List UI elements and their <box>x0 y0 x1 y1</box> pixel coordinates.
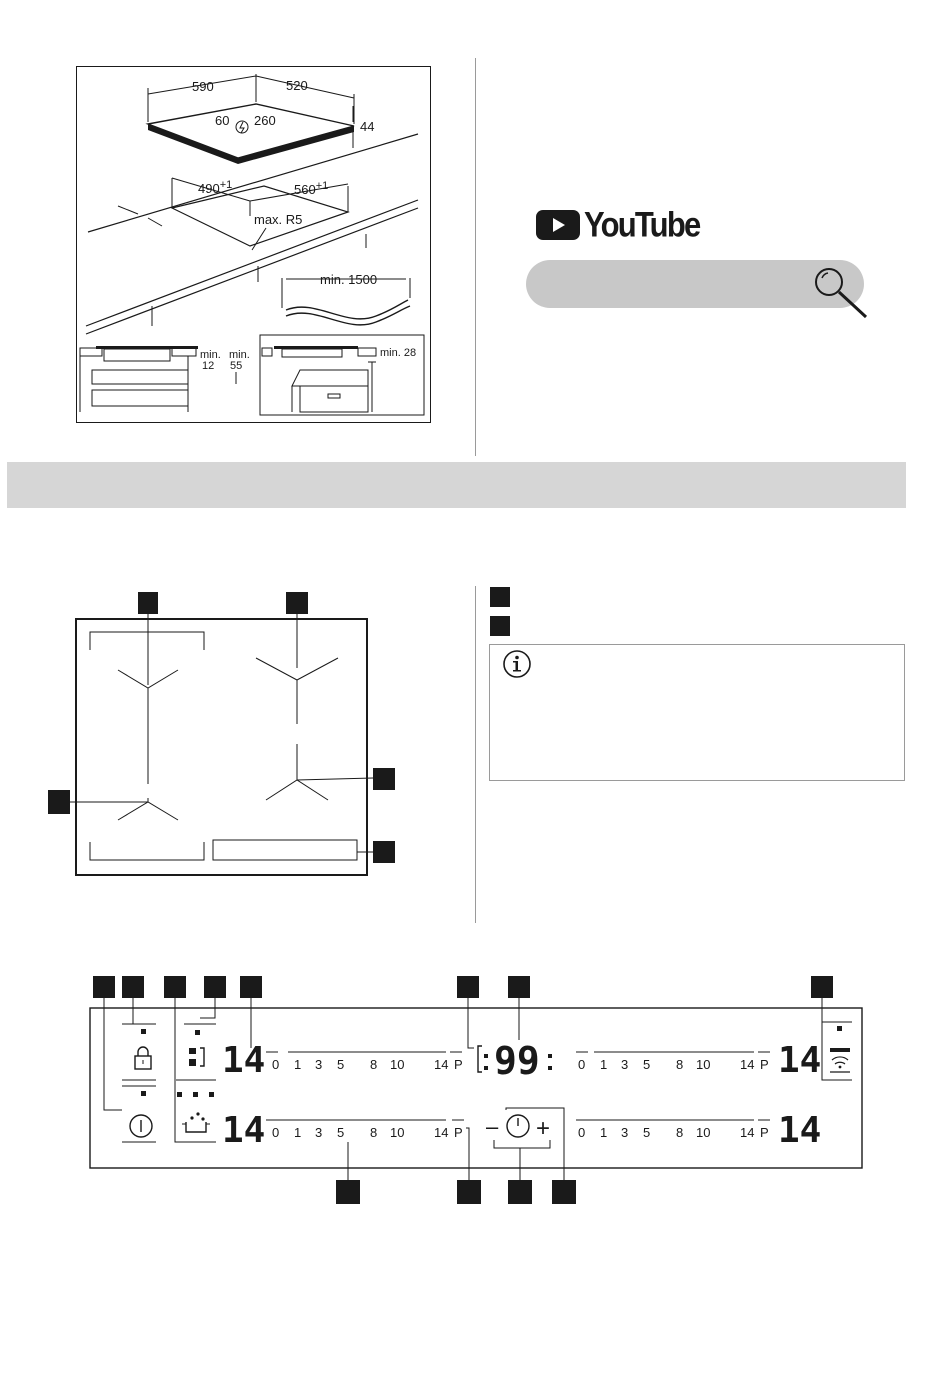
callout-marker-9 <box>336 1180 360 1204</box>
svg-text:5: 5 <box>337 1057 345 1072</box>
callout-marker-10 <box>457 1180 481 1204</box>
section-header-banner <box>7 462 906 508</box>
svg-text:8: 8 <box>676 1125 684 1140</box>
callout-marker-6 <box>457 976 479 998</box>
callout-marker-11 <box>508 1180 532 1204</box>
svg-text:10: 10 <box>696 1125 711 1140</box>
info-box <box>489 644 905 781</box>
svg-text:5: 5 <box>337 1125 345 1140</box>
corner-radius: max. R5 <box>254 212 303 227</box>
callout-marker-5 <box>240 976 262 998</box>
svg-text:0: 0 <box>578 1125 586 1140</box>
svg-text:8: 8 <box>370 1125 378 1140</box>
dim-left-zone: 60 <box>215 113 230 128</box>
svg-text:1: 1 <box>600 1125 608 1140</box>
column-divider-top <box>475 58 476 456</box>
youtube-play-icon <box>536 210 580 240</box>
youtube-logo[interactable] <box>536 205 699 245</box>
callout-marker-b <box>490 616 510 636</box>
svg-text:0: 0 <box>578 1057 586 1072</box>
svg-text:5: 5 <box>643 1057 651 1072</box>
svg-text:1: 1 <box>294 1125 302 1140</box>
callout-marker-1 <box>93 976 115 998</box>
svg-text:3: 3 <box>621 1125 629 1140</box>
callout-marker-zone-left-bottom <box>48 790 70 814</box>
clearance-label-b: min. <box>229 349 250 361</box>
clearance-label-a: min. <box>200 349 221 361</box>
svg-text:3: 3 <box>621 1057 629 1072</box>
callout-marker-zone-left-top <box>138 592 158 614</box>
callout-marker-12 <box>552 1180 576 1204</box>
cable-length: min. 1500 <box>320 272 378 287</box>
hob-layout-diagram <box>46 588 402 884</box>
svg-text:8: 8 <box>676 1057 684 1072</box>
display-left-bottom: 14 <box>222 1110 266 1151</box>
svg-text:10: 10 <box>390 1125 405 1140</box>
svg-text:0: 0 <box>272 1057 280 1072</box>
svg-text:14: 14 <box>434 1057 449 1072</box>
magnifier-icon[interactable] <box>812 264 872 324</box>
callout-marker-2 <box>122 976 144 998</box>
control-panel-frame <box>90 1008 862 1168</box>
svg-text:P: P <box>454 1125 463 1140</box>
clearance-value-a: 12 <box>202 360 215 372</box>
svg-text:0: 0 <box>272 1125 280 1140</box>
clearance-oven: min. 28 <box>380 347 417 359</box>
callout-marker-4 <box>204 976 226 998</box>
callout-marker-zone-right-bottom <box>373 768 395 790</box>
info-icon <box>502 649 532 679</box>
svg-text:14: 14 <box>740 1057 755 1072</box>
callout-marker-3 <box>164 976 186 998</box>
youtube-wordmark: YouTube <box>584 204 700 245</box>
callout-marker-a <box>490 587 510 607</box>
timer-display: 99 <box>494 1039 540 1083</box>
svg-text:10: 10 <box>696 1057 711 1072</box>
svg-text:3: 3 <box>315 1125 323 1140</box>
svg-text:1: 1 <box>600 1057 608 1072</box>
dim-depth: 520 <box>286 78 308 93</box>
timer-minus-button[interactable]: – <box>486 1114 499 1139</box>
svg-text:8: 8 <box>370 1057 378 1072</box>
svg-text:3: 3 <box>315 1057 323 1072</box>
dim-height: 44 <box>360 119 375 134</box>
svg-text:P: P <box>760 1125 769 1140</box>
bridge-icon[interactable] <box>189 1048 196 1054</box>
callout-marker-control-panel <box>373 841 395 863</box>
dim-width: 590 <box>192 79 214 94</box>
svg-text:1: 1 <box>294 1057 302 1072</box>
svg-text:14: 14 <box>740 1125 755 1140</box>
display-left-top: 14 <box>222 1040 266 1081</box>
callout-marker-8 <box>811 976 833 998</box>
callout-marker-7 <box>508 976 530 998</box>
svg-text:5: 5 <box>643 1125 651 1140</box>
svg-text:10: 10 <box>390 1057 405 1072</box>
cutout-width: $490^{+1}$ <box>198 179 233 196</box>
callout-marker-zone-right-top <box>286 592 308 614</box>
cutout-depth: $560^{+1}$ <box>294 180 329 197</box>
svg-text:P: P <box>760 1057 769 1072</box>
timer-plus-button[interactable]: + <box>536 1115 551 1142</box>
column-divider-middle <box>475 586 476 923</box>
clearance-value-b: 55 <box>230 360 243 372</box>
display-right-top: 14 <box>778 1040 822 1081</box>
dim-right-zone: 260 <box>254 113 276 128</box>
installation-diagram <box>76 66 432 424</box>
display-right-bottom: 14 <box>778 1110 822 1151</box>
svg-text:P: P <box>454 1057 463 1072</box>
svg-text:14: 14 <box>434 1125 449 1140</box>
control-panel-diagram <box>80 968 870 1208</box>
